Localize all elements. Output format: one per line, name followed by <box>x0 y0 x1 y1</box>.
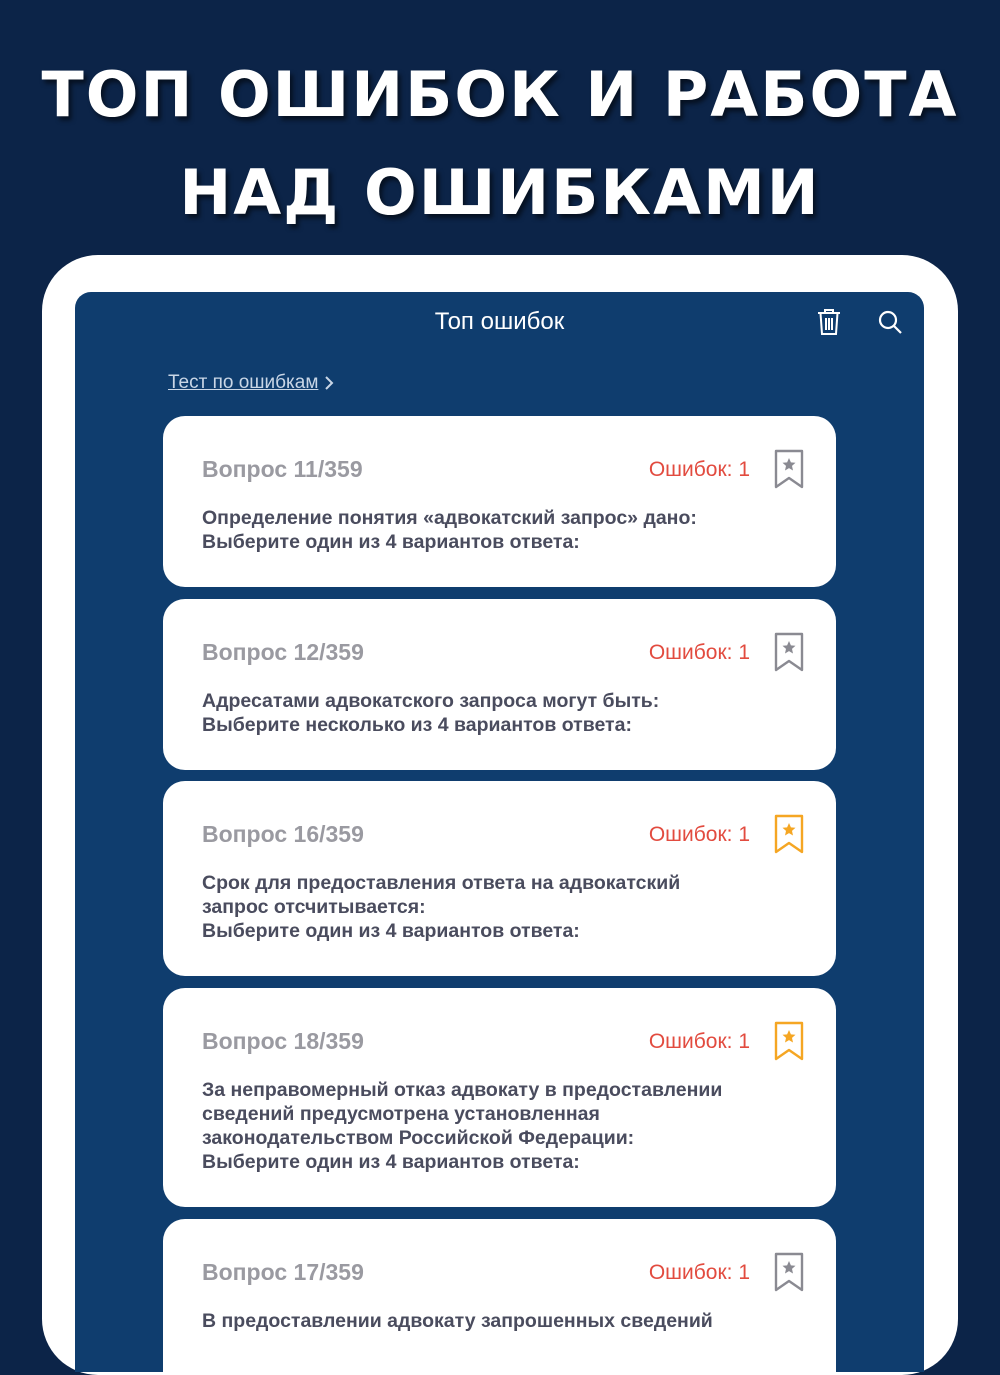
search-icon[interactable] <box>874 306 906 338</box>
question-text <box>202 1078 802 1174</box>
question-text <box>202 871 802 943</box>
question-number: Вопрос 18/359 <box>202 1028 364 1054</box>
question-number: Вопрос 11/359 <box>202 456 363 482</box>
question-number: Вопрос 16/359 <box>202 821 364 847</box>
question-card[interactable] <box>163 988 836 1207</box>
promo-title-line-2: НАД ОШИБКАМИ <box>179 156 821 229</box>
promo-title-line-1: ТОП ОШИБОК И РАБОТА <box>41 58 959 131</box>
trash-icon[interactable] <box>813 306 845 338</box>
question-number: Вопрос 12/359 <box>202 639 364 665</box>
question-card[interactable] <box>163 416 836 587</box>
error-count: Ошибок: 1 <box>648 823 750 846</box>
question-text-line: За неправомерный отказ адвокату в предоставлении <box>202 1079 723 1101</box>
page-title: Топ ошибок <box>434 308 565 335</box>
question-text-line: Адресатами адвокатского запроса могут быть: <box>202 690 660 712</box>
question-text-line: запрос отсчитывается: <box>202 896 426 918</box>
question-text <box>202 506 802 554</box>
bookmark-star-icon[interactable] <box>774 632 804 672</box>
question-number: Вопрос 17/359 <box>202 1259 364 1285</box>
app-screen <box>75 292 924 1372</box>
question-text <box>202 689 802 737</box>
question-text-line: сведений предусмотрена установленная <box>202 1103 600 1125</box>
promo-title <box>0 46 1000 242</box>
question-text-line: Срок для предоставления ответа на адвокатский <box>202 872 681 894</box>
bookmark-star-icon[interactable] <box>774 1252 804 1292</box>
error-count: Ошибок: 1 <box>648 458 750 481</box>
test-by-errors-link[interactable] <box>168 372 334 394</box>
question-card[interactable] <box>163 1219 836 1372</box>
error-count: Ошибок: 1 <box>648 1261 750 1284</box>
question-text-line: Определение понятия «адвокатский запрос» дано: <box>202 507 697 529</box>
error-count: Ошибок: 1 <box>648 1030 750 1053</box>
bookmark-star-icon[interactable] <box>774 449 804 489</box>
test-by-errors-label: Тест по ошибкам <box>168 372 319 393</box>
question-text-line: Выберите один из 4 вариантов ответа: <box>202 920 580 942</box>
question-text-line: законодательством Российской Федерации: <box>202 1127 635 1149</box>
error-count: Ошибок: 1 <box>648 641 750 664</box>
question-text-line: Выберите один из 4 вариантов ответа: <box>202 1151 580 1173</box>
question-text <box>202 1309 802 1333</box>
chevron-right-icon <box>324 375 334 391</box>
question-text-line: Выберите несколько из 4 вариантов ответа: <box>202 714 632 736</box>
question-text-line: В предоставлении адвокату запрошенных сведений <box>202 1310 713 1332</box>
bookmark-star-active-icon[interactable] <box>774 814 804 854</box>
question-text-line: Выберите один из 4 вариантов ответа: <box>202 531 580 553</box>
bookmark-star-active-icon[interactable] <box>774 1021 804 1061</box>
question-card[interactable] <box>163 781 836 976</box>
question-card[interactable] <box>163 599 836 770</box>
